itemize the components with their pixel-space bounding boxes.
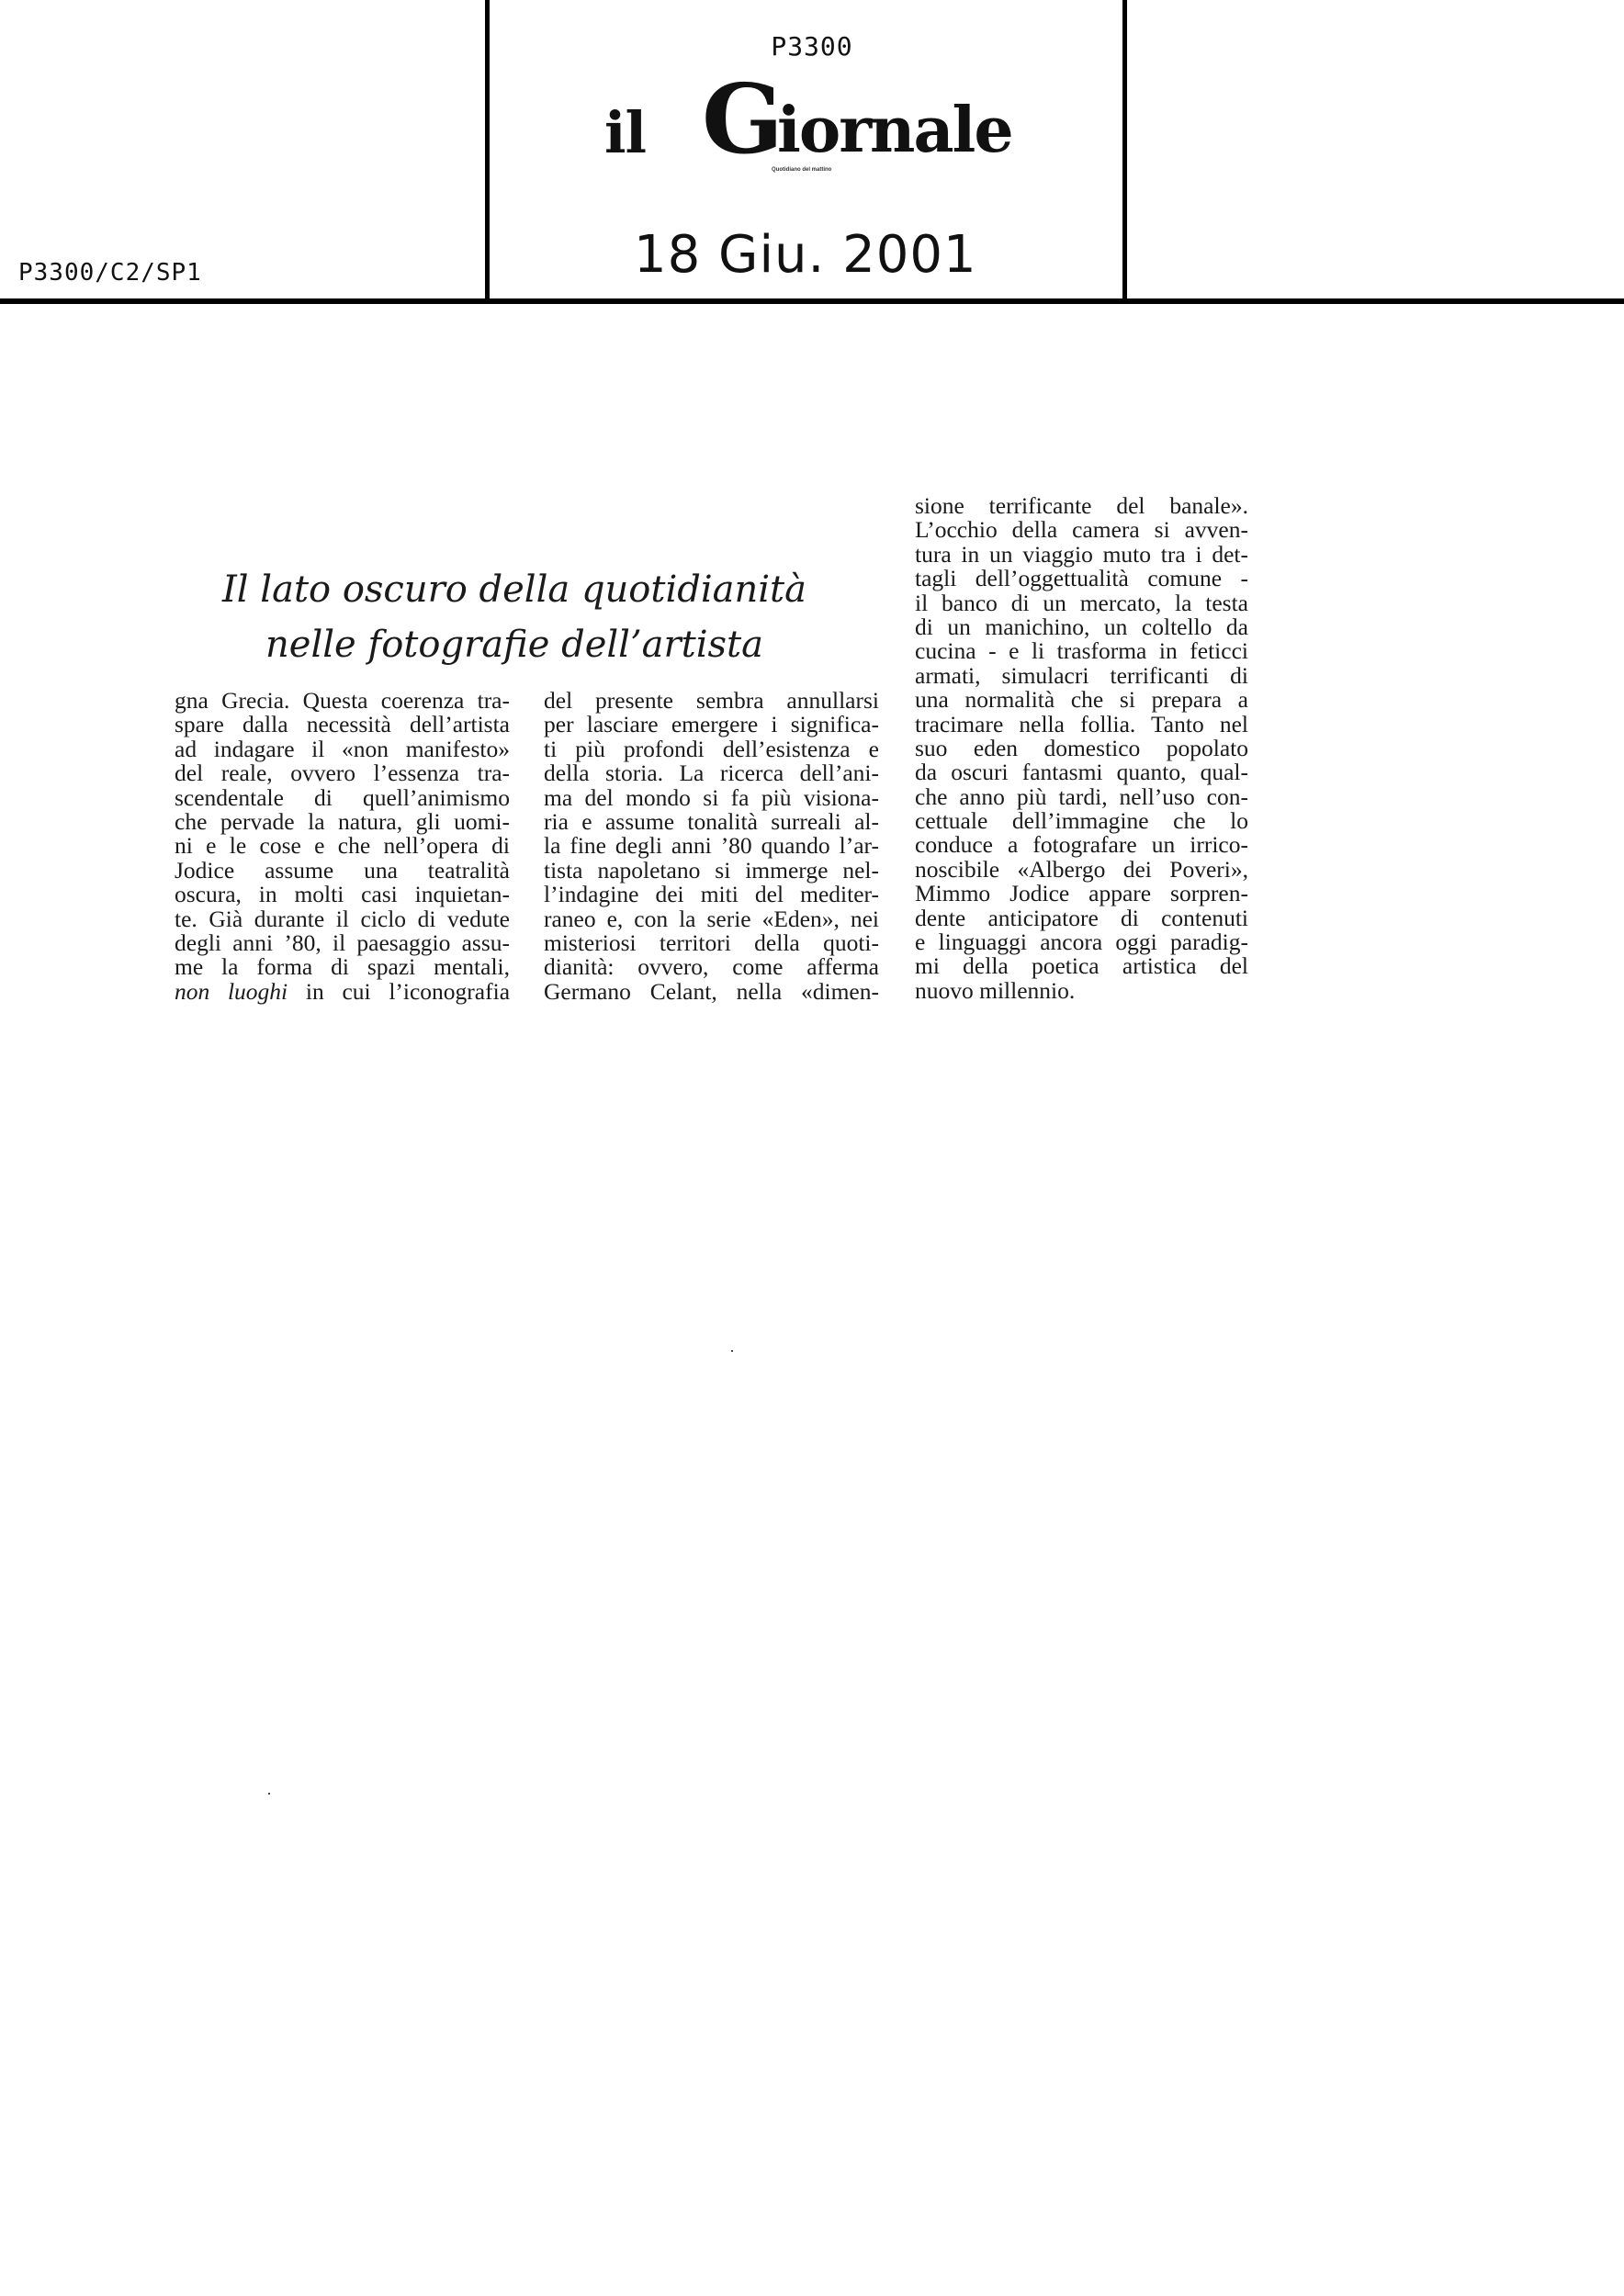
masthead-il: il [604, 99, 647, 166]
text-line: te. Già durante il ciclo di vedute [175, 905, 510, 932]
article-column-3 [915, 494, 1248, 1003]
article-column-2 [544, 689, 879, 1004]
archive-code: P3300/C2/SP1 [18, 259, 202, 287]
scan-speck [731, 1350, 733, 1352]
text-line: ma del mondo si fa più visiona- [544, 783, 879, 811]
text-line: e linguaggi ancora oggi paradig- [915, 929, 1248, 956]
text-line: cettuale dell’immagine che lo [915, 807, 1248, 835]
masthead-tagline: Quotidiano del mattino [772, 167, 832, 173]
header-divider-left [485, 0, 490, 304]
text-line: la fine degli anni ’80 quando l’ar- [544, 832, 879, 860]
text-line: l’indagine dei miti del mediter- [544, 881, 879, 908]
text-line: dente anticipatore di contenuti [915, 904, 1248, 931]
header-divider-right [1122, 0, 1127, 304]
publication-date: 18 Giu. 2001 [634, 225, 977, 285]
italic-phrase: non luoghi [175, 977, 288, 1005]
text-line: nuovo millennio. [915, 976, 1076, 1004]
text-line: raneo e, con la serie «Eden», nei [544, 905, 879, 932]
text-line: il banco di un mercato, la testa [915, 589, 1248, 616]
text-line: tura in un viaggio muto tra i det- [915, 540, 1248, 568]
text-line: Germano Celant, nella «dimen- [544, 977, 879, 1005]
text-line: scendentale di quell’animismo [175, 783, 510, 811]
text-line: che pervade la natura, gli uomi- [175, 807, 510, 835]
text-line: tracimare nella follia. Tanto nel [915, 710, 1248, 737]
text-line: che anno più tardi, nell’uso con- [915, 782, 1248, 810]
text-line: degli anni ’80, il paesaggio assu- [175, 929, 510, 956]
text-line: oscura, in molti casi inquietan- [175, 881, 510, 908]
text-line: gna Grecia. Questa coerenza tra- [175, 687, 510, 714]
text-line: per lasciare emergere i significa- [544, 711, 879, 738]
text-line: di un manichino, un coltello da [915, 613, 1248, 640]
text-line: dianità: ovvero, come afferma [544, 953, 879, 981]
headline-line: nelle fotografie dell’artista [265, 624, 763, 666]
masthead-name: iornale [777, 94, 1012, 167]
text-line: tagli dell’oggettualità comune - [915, 565, 1248, 592]
text-line: ria e assume tonalità surreali al- [544, 807, 879, 835]
text-line: tista napoletano si immerge nel- [544, 856, 879, 884]
text-line: cucina - e li trasforma in feticci [915, 637, 1248, 665]
text-line: spare dalla necessità dell’artista [175, 711, 510, 738]
text-line: Mimmo Jodice appare sorpren- [915, 880, 1248, 907]
text-line: ad indagare il «non manifesto» [175, 735, 510, 762]
headline-line: Il lato oscuro della quotidianità [222, 568, 806, 611]
text-line: misteriosi territori della quoti- [544, 929, 879, 956]
text-line: L’occhio della camera si avven- [915, 516, 1248, 544]
scan-speck [268, 1793, 270, 1795]
text-line: sione terrificante del banale». [915, 492, 1248, 519]
text-line: Jodice assume una teatralità [175, 856, 510, 884]
text-line: mi della poetica artistica del [915, 952, 1248, 980]
text-line: del presente sembra annullarsi [544, 687, 879, 714]
text-line: una normalità che si prepara a [915, 686, 1248, 714]
masthead-initial: G [702, 62, 784, 175]
clipping-header [0, 0, 1624, 312]
header-rule [0, 298, 1624, 304]
text-line: conduce a fotografare un irrico- [915, 831, 1248, 859]
article-column-1 [175, 689, 510, 1004]
text-line: me la forma di spazi mentali, [175, 953, 510, 981]
article-headline [211, 562, 818, 672]
text-line: del reale, ovvero l’essenza tra- [175, 760, 510, 787]
text-line: suo eden domestico popolato [915, 734, 1248, 761]
text-line: ti più profondi dell’esistenza e [544, 735, 879, 762]
text-line [175, 977, 511, 1005]
text-line: armati, simulacri terrificanti di [915, 661, 1248, 689]
publication-code: P3300 [771, 31, 853, 62]
text-fragment: in cui l’iconografia [288, 977, 511, 1005]
text-line: noscibile «Albergo dei Poveri», [915, 855, 1248, 883]
text-line: ni e le cose e che nell’opera di [175, 832, 510, 860]
text-line: da oscuri fantasmi quanto, qual- [915, 759, 1248, 786]
newspaper-masthead [588, 62, 1029, 175]
text-line: della storia. La ricerca dell’ani- [544, 760, 879, 787]
